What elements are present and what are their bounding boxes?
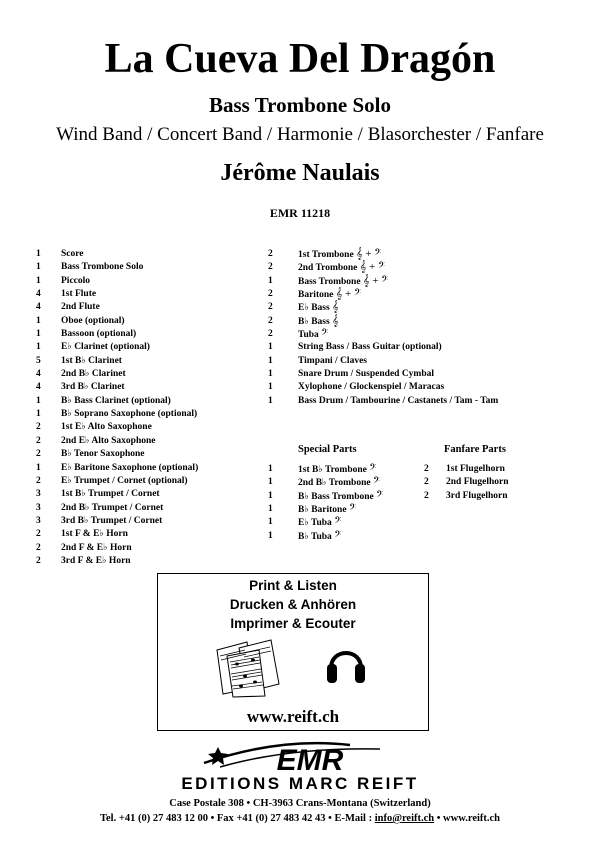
part-name [298,395,498,408]
part-name [298,301,339,315]
print-listen-box [157,573,429,731]
part-name-text: Bass Trombone Solo [61,262,144,273]
part-name-text: B♭ Tuba [298,531,332,542]
part-name-text: 3rd B♭ Trumpet / Cornet [61,515,163,526]
part-name-text: 1st Trombone [298,250,354,260]
part-quantity: 2 [268,302,273,313]
part-name-text: 2nd Flute [61,302,100,313]
part-name [298,381,444,394]
part-name [298,463,376,477]
publisher-contact [0,813,600,824]
part-name [61,341,150,354]
part-quantity: 1 [268,464,273,474]
part-name-text: 1st B♭ Clarinet [61,355,122,366]
clef-icon: 𝄢 [321,328,329,341]
part-quantity: 2 [268,249,273,259]
part-name-text: 1st B♭ Trombone [298,465,367,475]
part-name [61,448,145,461]
part-name-text: B♭ Baritone [298,505,347,516]
part-quantity: 2 [268,262,273,273]
part-quantity: 1 [36,249,41,259]
catalog-number: EMR 11218 [269,206,331,220]
part-name [298,368,434,381]
website-link[interactable]: www.reift.ch [246,707,340,726]
sheet-music-icon [213,636,285,698]
clef-icon: 𝄢 [348,503,357,516]
email-link[interactable]: info@reift.ch [374,813,435,824]
part-name [298,490,383,504]
part-quantity: 1 [36,315,41,326]
part-name-text: String Bass / Bass Guitar (optional) [298,342,442,353]
part-name-text: 1st B♭ Trumpet / Cornet [61,489,160,500]
part-name-text: Baritone [298,290,334,301]
part-quantity: 2 [424,490,429,501]
part-name-text: Bassoon (optional) [61,329,137,340]
part-name [61,475,188,488]
part-name [61,261,143,274]
part-name-text: E♭ Trumpet / Cornet (optional) [61,475,188,486]
clef-icon: 𝄢 [376,489,384,502]
emr-logo-text: EMR [276,744,344,777]
part-name [446,476,509,489]
part-name-text: Piccolo [61,275,91,286]
part-quantity: 1 [268,530,273,541]
part-quantity: 3 [36,489,41,500]
part-quantity: 2 [268,329,273,340]
clef-icon: 𝄢 [372,476,381,489]
part-name [61,301,100,314]
part-name [298,341,442,354]
clef-icon: 𝄞 + 𝄢 [359,261,386,274]
part-name [61,435,156,448]
print-listen-line: Print & Listen [249,578,337,593]
part-name [61,381,125,394]
part-name-text: E♭ Bass [298,303,330,314]
part-name [61,315,125,328]
part-quantity: 4 [36,369,41,380]
part-name-text: 2nd B♭ Clarinet [61,369,126,380]
part-name-text: 1st F & E♭ Horn [61,529,128,540]
part-name-text: Oboe (optional) [61,315,125,326]
part-name-text: Bass Drum / Tambourine / Castanets / Tam - Tam [298,395,499,406]
imprimer-line: Imprimer & Ecouter [230,616,356,631]
part-name [61,555,131,568]
contact-website[interactable]: • www.reift.ch [434,813,501,824]
part-name [61,488,160,501]
part-quantity: 1 [36,409,41,420]
part-name [61,368,126,381]
part-name [61,248,84,261]
part-name [61,288,96,301]
part-quantity: 1 [268,382,273,393]
clef-icon: 𝄞 + 𝄢 [356,248,382,260]
part-name-text: Timpani / Claves [298,355,367,366]
page-title: La Cueva Del Dragón [104,36,496,82]
part-quantity: 4 [36,382,41,393]
part-quantity: 1 [268,275,273,286]
part-quantity: 2 [268,289,273,300]
part-quantity: 1 [268,490,273,501]
clef-icon: 𝄞 [332,314,339,327]
part-name [61,462,198,475]
part-quantity: 3 [36,515,41,526]
part-quantity: 1 [268,342,273,353]
part-name [298,288,361,302]
part-name [61,542,132,555]
part-quantity: 2 [36,529,41,540]
part-name-text: 3rd Flugelhorn [446,490,508,501]
part-name-text: B♭ Bass [298,316,330,327]
part-quantity: 1 [268,477,273,488]
part-name [446,490,508,503]
part-name [446,463,505,476]
subtitle: Bass Trombone Solo [208,93,392,117]
part-name-text: Bass Trombone [298,276,361,287]
part-name-text: Score [61,249,84,259]
part-name [298,503,356,517]
part-name-text: E♭ Baritone Saxophone (optional) [61,462,199,473]
part-name-text: B♭ Tenor Saxophone [61,449,145,460]
clef-icon: 𝄞 [332,301,339,314]
part-name [61,528,128,541]
part-quantity: 2 [36,449,41,460]
part-name [61,395,171,408]
part-name-text: 3rd B♭ Clarinet [61,382,125,393]
part-quantity: 2 [36,475,41,486]
part-quantity: 1 [36,329,41,340]
part-quantity: 1 [36,342,41,353]
part-quantity: 1 [36,275,41,286]
part-quantity: 2 [36,555,41,566]
part-name-text: E♭ Tuba [298,518,332,529]
composer: Jérôme Naulais [220,160,380,186]
drucken-line: Drucken & Anhören [229,597,357,612]
part-quantity: 1 [36,462,41,473]
headphones-icon [325,640,367,686]
part-quantity: 2 [36,435,41,446]
part-name [298,530,341,544]
part-name-text: 2nd B♭ Trumpet / Cornet [61,502,164,513]
clef-icon: 𝄢 [334,529,342,542]
part-quantity: 1 [36,262,41,273]
part-name [61,275,90,288]
publisher-address: Case Postale 308 • CH-3963 Crans-Montana (Switzerland) [169,798,431,809]
part-name [61,355,122,368]
part-name-text: 1st E♭ Alto Saxophone [61,422,152,433]
part-name-text: B♭ Bass Trombone [298,491,374,502]
part-quantity: 1 [268,504,273,515]
part-quantity: 1 [268,517,273,528]
publisher-name: EDITIONS MARC REIFT [181,774,419,793]
part-name-text: B♭ Bass Clarinet (optional) [61,395,171,406]
part-name-text: Xylophone / Glockenspiel / Maracas [298,382,445,393]
special-parts-heading: Special Parts [298,444,357,455]
part-quantity: 4 [36,289,41,300]
part-quantity: 4 [36,302,41,313]
fanfare-parts-heading: Fanfare Parts [444,444,506,455]
part-quantity: 2 [424,477,429,488]
part-quantity: 2 [268,315,273,326]
part-name-text: 2nd Flugelhorn [446,477,509,488]
part-quantity: 2 [36,542,41,553]
part-name-text: 1st Flugelhorn [446,464,505,474]
part-name [298,328,328,342]
part-quantity: 3 [36,502,41,513]
part-quantity: 2 [424,464,429,474]
part-quantity: 1 [268,355,273,366]
part-name [61,328,136,341]
ensemble-list: Wind Band / Concert Band / Harmonie / Blasorchester / Fanfare [56,124,544,145]
part-quantity: 1 [36,395,41,406]
clef-icon: 𝄢 [334,516,342,529]
part-name-text: 3rd F & E♭ Horn [61,555,131,566]
part-name-text: Snare Drum / Suspended Cymbal [298,369,435,380]
part-name-text: 2nd B♭ Trombone [298,478,371,489]
part-quantity: 2 [36,422,41,433]
part-name-text: Tuba [298,330,319,341]
part-name-text: 1st Flute [61,289,97,300]
part-name [61,421,152,434]
part-quantity: 1 [268,395,273,406]
part-name [298,315,339,329]
part-name [298,476,380,490]
part-name [61,408,197,421]
clef-icon: 𝄢 [369,463,377,475]
emr-logo [200,737,400,777]
part-name-text: 2nd Trombone [298,263,358,274]
clef-icon: 𝄞 + 𝄢 [335,288,362,301]
part-name [298,516,341,530]
contact-phone-fax: Tel. +41 (0) 27 483 12 00 • Fax +41 (0) 27 483 42 43 • E-Mail : [99,813,375,824]
part-name-text: B♭ Soprano Saxophone (optional) [61,409,198,420]
part-name-text: 2nd F & E♭ Horn [61,542,132,553]
part-name [61,515,162,528]
part-quantity: 5 [36,355,41,366]
part-name [298,355,367,368]
part-name-text: 2nd E♭ Alto Saxophone [61,435,156,446]
clef-icon: 𝄞 + 𝄢 [362,274,389,287]
part-name [298,275,388,289]
part-quantity: 1 [268,369,273,380]
part-name [298,261,385,275]
part-name [61,502,163,515]
part-name-text: E♭ Clarinet (optional) [61,342,150,353]
